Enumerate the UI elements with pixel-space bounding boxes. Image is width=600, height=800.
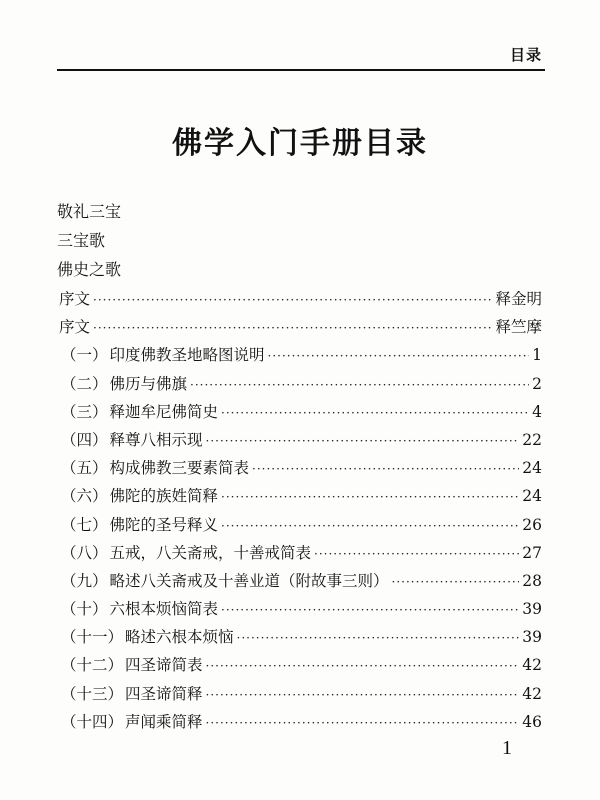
dot-leader bbox=[221, 595, 519, 623]
toc-number: （八） bbox=[61, 543, 108, 562]
dot-leader bbox=[93, 313, 492, 341]
toc-entry bbox=[57, 708, 542, 736]
toc-page: 42 bbox=[522, 656, 542, 675]
dot-leader bbox=[221, 398, 529, 426]
dot-leader bbox=[206, 680, 520, 708]
toc-title: 四圣谛简释 bbox=[125, 684, 203, 703]
toc-entry bbox=[57, 511, 542, 539]
dot-leader bbox=[237, 623, 520, 651]
header-rule bbox=[57, 69, 545, 71]
toc-number: （十四） bbox=[61, 712, 124, 731]
table-of-contents bbox=[57, 285, 542, 736]
toc-title: 构成佛教三要素简表 bbox=[109, 459, 250, 478]
toc-page: 22 bbox=[522, 430, 542, 449]
toc-entry bbox=[57, 285, 542, 313]
toc-number: （六） bbox=[61, 487, 108, 506]
toc-number: （十） bbox=[61, 600, 108, 619]
toc-title: 释尊八相示现 bbox=[109, 430, 203, 449]
running-header: 目录 bbox=[509, 46, 542, 64]
toc-entry bbox=[57, 482, 542, 510]
toc-number: （九） bbox=[61, 571, 108, 590]
toc-page: 2 bbox=[532, 374, 542, 393]
toc-entry bbox=[57, 623, 542, 651]
toc-title: 四圣谛简表 bbox=[125, 656, 203, 675]
toc-entry bbox=[57, 567, 542, 595]
toc-title: 略述八关斋戒及十善业道（附故事三则） bbox=[109, 571, 389, 590]
dot-leader bbox=[190, 370, 529, 398]
dot-leader bbox=[93, 285, 492, 313]
toc-title: 六根本烦恼简表 bbox=[109, 600, 219, 619]
dot-leader bbox=[392, 567, 520, 595]
toc-page: 释竺摩 bbox=[495, 318, 542, 337]
toc-page: 27 bbox=[522, 543, 542, 562]
toc-page: 24 bbox=[522, 487, 542, 506]
toc-page: 39 bbox=[522, 600, 542, 619]
front-matter-list bbox=[57, 197, 121, 284]
toc-number: （五） bbox=[61, 459, 108, 478]
toc-number: （七） bbox=[61, 515, 108, 534]
dot-leader bbox=[221, 511, 519, 539]
toc-entry bbox=[57, 680, 542, 708]
toc-number: （十三） bbox=[61, 684, 124, 703]
toc-number: （三） bbox=[61, 402, 108, 421]
toc-title: 佛陀的族姓简释 bbox=[109, 487, 219, 506]
toc-entry bbox=[57, 539, 542, 567]
front-item: 佛史之歌 bbox=[57, 260, 122, 279]
toc-title: 序文 bbox=[59, 290, 91, 308]
toc-entry bbox=[57, 398, 542, 426]
dot-leader bbox=[268, 341, 530, 369]
toc-page: 28 bbox=[522, 571, 542, 590]
page-title: 佛学入门手册目录 bbox=[172, 126, 428, 161]
toc-entry bbox=[57, 341, 542, 369]
toc-title: 佛历与佛旗 bbox=[109, 374, 188, 393]
toc-number: （十二） bbox=[61, 656, 124, 675]
toc-page: 26 bbox=[522, 515, 542, 534]
toc-page: 1 bbox=[532, 346, 542, 365]
dot-leader bbox=[314, 539, 519, 567]
toc-page: 4 bbox=[532, 402, 542, 421]
page-number: 1 bbox=[502, 737, 512, 759]
toc-title: 释迦牟尼佛简史 bbox=[109, 402, 219, 421]
toc-entry bbox=[57, 651, 542, 679]
toc-title: 声闻乘简释 bbox=[125, 712, 203, 731]
toc-title: 五戒，八关斋戒，十善戒简表 bbox=[109, 543, 312, 562]
dot-leader bbox=[206, 708, 520, 736]
toc-entry bbox=[57, 595, 542, 623]
toc-page: 39 bbox=[522, 628, 542, 647]
toc-number: （一） bbox=[61, 346, 108, 365]
toc-page: 释金明 bbox=[495, 290, 542, 308]
dot-leader bbox=[206, 426, 520, 454]
toc-entry bbox=[57, 426, 542, 454]
toc-title: 序文 bbox=[59, 318, 91, 337]
toc-entry bbox=[57, 313, 542, 341]
dot-leader bbox=[252, 454, 519, 482]
toc-number: （二） bbox=[61, 374, 108, 393]
toc-page: 24 bbox=[522, 459, 542, 478]
toc-title: 佛陀的圣号释义 bbox=[109, 515, 219, 534]
front-item: 敬礼三宝 bbox=[57, 202, 122, 221]
toc-entry bbox=[57, 370, 542, 398]
dot-leader bbox=[221, 482, 519, 510]
dot-leader bbox=[206, 651, 520, 679]
toc-entry bbox=[57, 454, 542, 482]
toc-number: （四） bbox=[61, 430, 108, 449]
toc-number: （十一） bbox=[61, 628, 124, 647]
toc-page: 42 bbox=[522, 684, 542, 703]
toc-title: 略述六根本烦恼 bbox=[125, 628, 234, 647]
front-item: 三宝歌 bbox=[57, 231, 106, 250]
toc-page: 46 bbox=[522, 712, 542, 731]
toc-title: 印度佛教圣地略图说明 bbox=[109, 346, 265, 365]
